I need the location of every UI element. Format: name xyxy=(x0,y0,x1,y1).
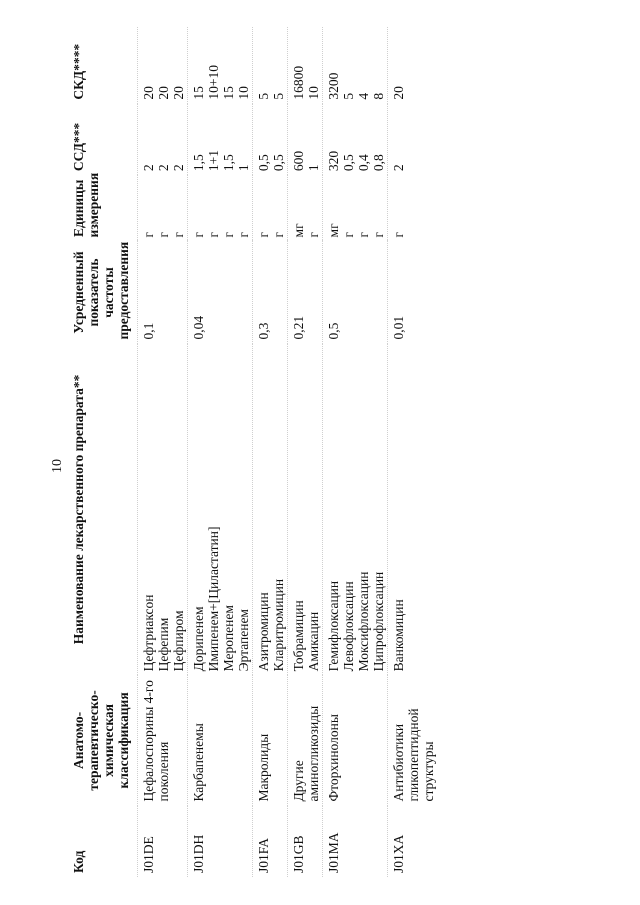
skd-values xyxy=(323,27,388,104)
unit-value: г xyxy=(271,231,286,238)
ssd-values xyxy=(388,104,438,175)
skd-value: 10 xyxy=(236,86,251,100)
unit-value: г xyxy=(191,231,206,238)
header-atc: Анатомо-терапевтическо-химическая классификация xyxy=(71,690,131,791)
atc-class: Другие аминогликозиды xyxy=(288,675,323,805)
ssd-value: 2 xyxy=(141,164,156,172)
page-number: 10 xyxy=(50,459,65,473)
table-row xyxy=(253,27,288,877)
ssd-value: 1+1 xyxy=(206,149,221,172)
drug-name: Моксифлоксацин xyxy=(356,571,371,672)
skd-value: 20 xyxy=(156,86,171,100)
drug-name: Азитромицин xyxy=(256,592,271,672)
drug-names xyxy=(388,344,438,676)
atc-code: J01MA xyxy=(323,806,388,877)
unit-value: г xyxy=(171,231,186,238)
skd-values xyxy=(138,27,188,104)
frequency-indicator: 0,01 xyxy=(388,241,438,343)
drug-name: Цефтриаксон xyxy=(141,594,156,672)
skd-value: 4 xyxy=(356,92,371,100)
unit-value: г xyxy=(236,231,251,238)
ssd-values xyxy=(253,104,288,175)
table-row xyxy=(288,27,323,877)
unit-value: г xyxy=(141,231,156,238)
skd-value: 5 xyxy=(256,92,271,100)
unit-value: г xyxy=(341,231,356,238)
atc-code: J01DH xyxy=(188,806,253,877)
frequency-indicator: 0,3 xyxy=(253,241,288,343)
atc-class: Макролиды xyxy=(253,675,288,805)
unit-value: г xyxy=(221,231,236,238)
unit-values xyxy=(188,175,253,241)
skd-value: 10 xyxy=(306,86,321,100)
unit-values xyxy=(288,175,323,241)
header-indicator: Усредненный показатель частоты предоставления xyxy=(71,241,131,340)
drug-name: Ванкомицин xyxy=(391,599,406,672)
skd-values xyxy=(288,27,323,104)
ssd-value: 2 xyxy=(156,164,171,172)
skd-value: 15 xyxy=(221,86,236,100)
skd-value: 8 xyxy=(371,92,386,100)
unit-values xyxy=(323,175,388,241)
ssd-value: 1,5 xyxy=(221,154,236,172)
drug-name: Эртапенем xyxy=(236,609,251,672)
skd-value: 5 xyxy=(271,92,286,100)
atc-code: J01XA xyxy=(388,806,438,877)
table-row xyxy=(323,27,388,877)
unit-values xyxy=(388,175,438,241)
table-row xyxy=(388,27,438,877)
drug-names xyxy=(288,344,323,676)
drug-names xyxy=(188,344,253,676)
atc-class: Цефалоспорины 4-го поколения xyxy=(138,675,188,805)
header-row xyxy=(70,27,138,877)
skd-value: 5 xyxy=(341,92,356,100)
unit-value: мг xyxy=(326,223,341,238)
ssd-value: 0,5 xyxy=(341,154,356,172)
ssd-value: 0,5 xyxy=(271,154,286,172)
drug-name: Дорипенем xyxy=(191,606,206,672)
ssd-value: 1 xyxy=(236,164,251,172)
skd-value: 20 xyxy=(171,86,186,100)
skd-values xyxy=(253,27,288,104)
drug-name: Кларитромицин xyxy=(271,578,286,672)
frequency-indicator: 0,5 xyxy=(323,241,388,343)
atc-code: J01GB xyxy=(288,806,323,877)
drug-name: Имипенем+[Циластатин] xyxy=(206,526,221,672)
table-body xyxy=(138,27,438,877)
skd-value: 10+10 xyxy=(206,64,221,100)
ssd-values xyxy=(323,104,388,175)
unit-value: г xyxy=(371,231,386,238)
unit-value: г xyxy=(306,231,321,238)
skd-value: 20 xyxy=(141,86,156,100)
ssd-value: 600 xyxy=(291,150,306,172)
unit-value: мг xyxy=(291,223,306,238)
drug-name: Цефепим xyxy=(156,617,171,672)
header-drug: Наименование лекарственного препарата** xyxy=(71,374,86,645)
atc-class: Антибиотики гликопептидной структуры xyxy=(388,675,438,805)
ssd-value: 320 xyxy=(326,150,341,172)
drug-name: Тобрамицин xyxy=(291,600,306,672)
ssd-values xyxy=(188,104,253,175)
unit-value: г xyxy=(391,231,406,238)
atc-class: Фторхинолоны xyxy=(323,675,388,805)
unit-values xyxy=(138,175,188,241)
skd-value: 16800 xyxy=(291,65,306,100)
frequency-indicator: 0,21 xyxy=(288,241,323,343)
atc-code: J01DE xyxy=(138,806,188,877)
header-ssd: ССД*** xyxy=(71,122,86,172)
ssd-value: 0,4 xyxy=(356,154,371,172)
atc-code: J01FA xyxy=(253,806,288,877)
header-skd: СКД**** xyxy=(71,43,86,100)
unit-value: г xyxy=(206,231,221,238)
drug-names xyxy=(323,344,388,676)
ssd-values xyxy=(138,104,188,175)
atc-class: Карбапенемы xyxy=(188,675,253,805)
ssd-value: 1,5 xyxy=(191,154,206,172)
drug-table xyxy=(70,27,437,877)
skd-values xyxy=(188,27,253,104)
ssd-values xyxy=(288,104,323,175)
table-row xyxy=(138,27,188,877)
unit-value: г xyxy=(256,231,271,238)
drug-name: Гемифлоксацин xyxy=(326,580,341,672)
table-row xyxy=(188,27,253,877)
drug-name: Левофлоксацин xyxy=(341,581,356,672)
skd-value: 20 xyxy=(391,86,406,100)
ssd-value: 1 xyxy=(306,164,321,172)
header-code: Код xyxy=(71,850,86,873)
drug-name: Амикацин xyxy=(306,611,321,672)
drug-name: Меропенем xyxy=(221,605,236,672)
header-unit: Единицы измерения xyxy=(71,172,101,238)
skd-value: 15 xyxy=(191,86,206,100)
ssd-value: 2 xyxy=(171,164,186,172)
ssd-value: 0,8 xyxy=(371,154,386,172)
unit-value: г xyxy=(156,231,171,238)
drug-name: Ципрофлоксацин xyxy=(371,571,386,672)
skd-values xyxy=(388,27,438,104)
drug-names xyxy=(253,344,288,676)
frequency-indicator: 0,04 xyxy=(188,241,253,343)
drug-names xyxy=(138,344,188,676)
skd-value: 3200 xyxy=(326,72,341,100)
unit-value: г xyxy=(356,231,371,238)
ssd-value: 0,5 xyxy=(256,154,271,172)
drug-name: Цефпиром xyxy=(171,610,186,672)
unit-values xyxy=(253,175,288,241)
frequency-indicator: 0,1 xyxy=(138,241,188,343)
ssd-value: 2 xyxy=(391,164,406,172)
